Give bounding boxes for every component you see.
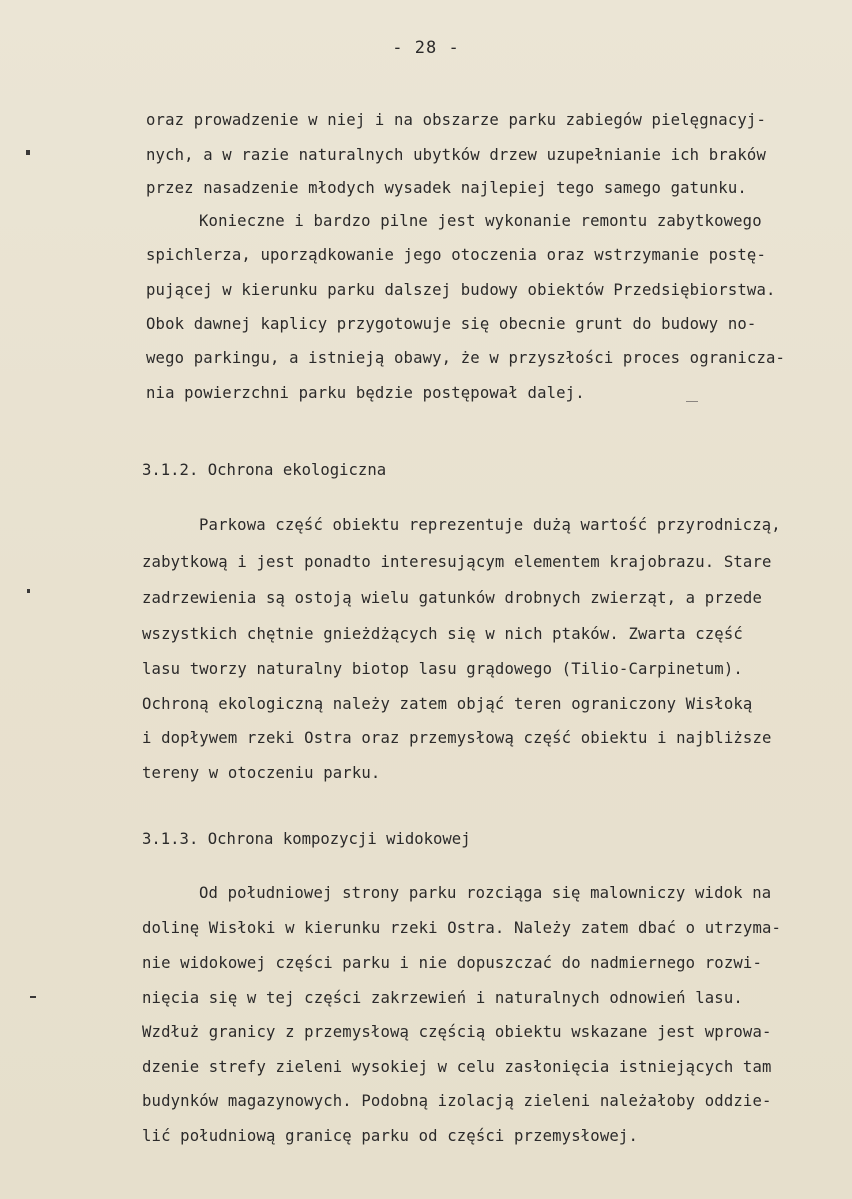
paragraph-line: nia powierzchni parku będzie postępował dalej. [146,384,585,402]
margin-mark [30,996,36,998]
paragraph-line: Od południowej strony parku rozciąga się malowniczy widok na [199,884,772,902]
paragraph-line: zabytkową i jest ponadto interesującym elementem krajobrazu. Stare [142,553,772,571]
margin-mark [26,150,30,155]
paragraph-line: i dopływem rzeki Ostra oraz przemysłową część obiektu i najbliższe [142,729,772,747]
paragraph-line: lasu tworzy naturalny biotop lasu grądowego (Tilio-Carpinetum). [142,660,743,678]
paragraph-line: lić południową granicę parku od części przemysłowej. [142,1127,638,1145]
paragraph-line: przez nasadzenie młodych wysadek najlepiej tego samego gatunku. [146,179,747,197]
paper-scuff [686,401,698,402]
paragraph-line: zadrzewienia są ostoją wielu gatunków drobnych zwierząt, a przede [142,589,762,607]
paragraph-line: oraz prowadzenie w niej i na obszarze parku zabiegów pielęgnacyj- [146,111,766,129]
section-heading-3-1-2: 3.1.2. Ochrona ekologiczna [142,461,387,479]
paragraph-line: Obok dawnej kaplicy przygotowuje się obecnie grunt do budowy no- [146,315,757,333]
paragraph-line: Konieczne i bardzo pilne jest wykonanie remontu zabytkowego [199,212,762,230]
paragraph-line: nie widokowej części parku i nie dopuszczać do nadmiernego rozwi- [142,954,762,972]
page-number: - 28 - [392,38,460,58]
paragraph-line: pującej w kierunku parku dalszej budowy obiektów Przedsiębiorstwa. [146,281,776,299]
paragraph-line: spichlerza, uporządkowanie jego otoczenia oraz wstrzymanie postę- [146,246,766,264]
paragraph-line: tereny w otoczeniu parku. [142,764,381,782]
paragraph-line: dzenie strefy zieleni wysokiej w celu zasłonięcia istniejących tam [142,1058,772,1076]
margin-mark [27,589,30,593]
paragraph-line: Wzdłuż granicy z przemysłową częścią obiektu wskazane jest wprowa- [142,1023,772,1041]
paragraph-line: Parkowa część obiektu reprezentuje dużą wartość przyrodniczą, [199,516,781,534]
paragraph-line: Ochroną ekologiczną należy zatem objąć teren ograniczony Wisłoką [142,695,753,713]
section-heading-3-1-3: 3.1.3. Ochrona kompozycji widokowej [142,830,471,848]
paragraph-line: dolinę Wisłoki w kierunku rzeki Ostra. Należy zatem dbać o utrzyma- [142,919,782,937]
paragraph-line: wszystkich chętnie gnieżdżących się w nich ptaków. Zwarta część [142,625,743,643]
paragraph-line: wego parkingu, a istnieją obawy, że w przyszłości proces ogranicza- [146,349,786,367]
paragraph-line: nych, a w razie naturalnych ubytków drzew uzupełnianie ich braków [146,146,766,164]
paragraph-line: budynków magazynowych. Podobną izolacją zieleni należałoby oddzie- [142,1092,772,1110]
paragraph-line: nięcia się w tej części zakrzewień i naturalnych odnowień lasu. [142,989,743,1007]
